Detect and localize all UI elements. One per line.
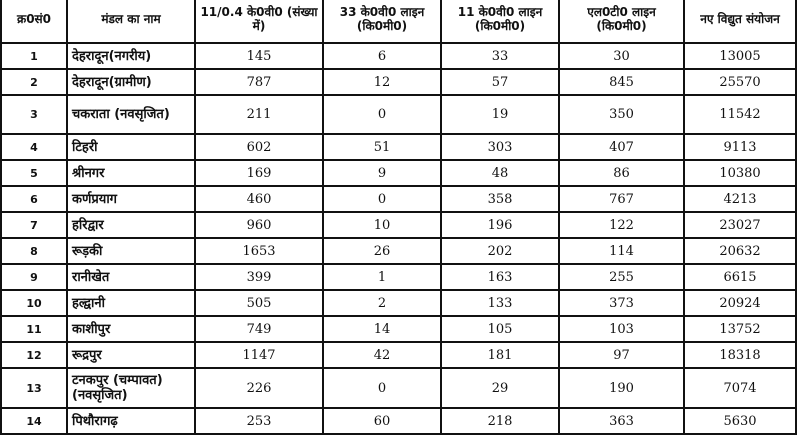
new-connections-cell: 11542 <box>684 95 796 134</box>
line-33kv-cell: 60 <box>323 408 441 434</box>
line-11kv-cell: 57 <box>441 69 559 95</box>
lt-line-cell: 103 <box>559 316 684 342</box>
new-connections-cell: 20632 <box>684 238 796 264</box>
new-connections-cell: 13752 <box>684 316 796 342</box>
division-name-cell: देहरादून(ग्रामीण) <box>67 69 195 95</box>
division-name-cell: रूड़की <box>67 238 195 264</box>
line-33kv-cell: 6 <box>323 43 441 69</box>
serial-cell: 11 <box>1 316 67 342</box>
header-row <box>1 0 796 43</box>
serial-cell: 1 <box>1 43 67 69</box>
lt-line-cell: 114 <box>559 238 684 264</box>
transformers-cell: 1147 <box>195 342 323 368</box>
serial-cell: 4 <box>1 134 67 160</box>
header-serial: क्र0सं0 <box>1 0 67 43</box>
serial-cell: 13 <box>1 368 67 408</box>
new-connections-cell: 5630 <box>684 408 796 434</box>
transformers-cell: 960 <box>195 212 323 238</box>
lt-line-cell: 373 <box>559 290 684 316</box>
new-connections-cell: 25570 <box>684 69 796 95</box>
serial-cell: 14 <box>1 408 67 434</box>
table-row <box>1 238 796 264</box>
serial-cell: 7 <box>1 212 67 238</box>
table-row <box>1 186 796 212</box>
table-row <box>1 316 796 342</box>
new-connections-cell: 10380 <box>684 160 796 186</box>
line-33kv-cell: 12 <box>323 69 441 95</box>
line-33kv-cell: 42 <box>323 342 441 368</box>
table-row <box>1 212 796 238</box>
table-row <box>1 408 796 434</box>
serial-cell: 3 <box>1 95 67 134</box>
new-connections-cell: 18318 <box>684 342 796 368</box>
header-division-name: मंडल का नाम <box>67 0 195 43</box>
line-33kv-cell: 26 <box>323 238 441 264</box>
lt-line-cell: 363 <box>559 408 684 434</box>
table-row <box>1 43 796 69</box>
line-11kv-cell: 48 <box>441 160 559 186</box>
line-11kv-cell: 196 <box>441 212 559 238</box>
new-connections-cell: 20924 <box>684 290 796 316</box>
transformers-cell: 253 <box>195 408 323 434</box>
table-row <box>1 290 796 316</box>
transformers-cell: 787 <box>195 69 323 95</box>
division-name-cell: चकराता (नवसृजित) <box>67 95 195 134</box>
line-11kv-cell: 358 <box>441 186 559 212</box>
division-name-cell: रानीखेत <box>67 264 195 290</box>
lt-line-cell: 86 <box>559 160 684 186</box>
line-11kv-cell: 133 <box>441 290 559 316</box>
header-new-connections: नए विद्युत संयोजन <box>684 0 796 43</box>
line-11kv-cell: 19 <box>441 95 559 134</box>
serial-cell: 8 <box>1 238 67 264</box>
transformers-cell: 1653 <box>195 238 323 264</box>
new-connections-cell: 9113 <box>684 134 796 160</box>
table-row <box>1 134 796 160</box>
header-transformers: 11/0.4 के0वी0 (संख्या में) <box>195 0 323 43</box>
transformers-cell: 169 <box>195 160 323 186</box>
line-11kv-cell: 163 <box>441 264 559 290</box>
line-33kv-cell: 9 <box>323 160 441 186</box>
table-row <box>1 368 796 408</box>
line-11kv-cell: 181 <box>441 342 559 368</box>
table-row <box>1 264 796 290</box>
line-11kv-cell: 202 <box>441 238 559 264</box>
lt-line-cell: 255 <box>559 264 684 290</box>
serial-cell: 9 <box>1 264 67 290</box>
division-name-cell: रूद्रपुर <box>67 342 195 368</box>
transformers-cell: 145 <box>195 43 323 69</box>
division-name-cell: काशीपुर <box>67 316 195 342</box>
transformers-cell: 211 <box>195 95 323 134</box>
line-33kv-cell: 0 <box>323 368 441 408</box>
lt-line-cell: 97 <box>559 342 684 368</box>
division-name-cell: हल्द्वानी <box>67 290 195 316</box>
table-row <box>1 69 796 95</box>
serial-cell: 2 <box>1 69 67 95</box>
lt-line-cell: 845 <box>559 69 684 95</box>
serial-cell: 10 <box>1 290 67 316</box>
line-11kv-cell: 303 <box>441 134 559 160</box>
serial-cell: 12 <box>1 342 67 368</box>
new-connections-cell: 6615 <box>684 264 796 290</box>
transformers-cell: 460 <box>195 186 323 212</box>
header-33kv-line: 33 के0वी0 लाइन (कि0मी0) <box>323 0 441 43</box>
line-11kv-cell: 33 <box>441 43 559 69</box>
lt-line-cell: 30 <box>559 43 684 69</box>
lt-line-cell: 407 <box>559 134 684 160</box>
new-connections-cell: 23027 <box>684 212 796 238</box>
line-11kv-cell: 105 <box>441 316 559 342</box>
line-11kv-cell: 218 <box>441 408 559 434</box>
new-connections-cell: 7074 <box>684 368 796 408</box>
transformers-cell: 226 <box>195 368 323 408</box>
line-33kv-cell: 51 <box>323 134 441 160</box>
lt-line-cell: 190 <box>559 368 684 408</box>
lt-line-cell: 350 <box>559 95 684 134</box>
transformers-cell: 505 <box>195 290 323 316</box>
serial-cell: 6 <box>1 186 67 212</box>
line-33kv-cell: 0 <box>323 186 441 212</box>
division-name-cell: श्रीनगर <box>67 160 195 186</box>
new-connections-cell: 13005 <box>684 43 796 69</box>
division-name-cell: देहरादून(नगरीय) <box>67 43 195 69</box>
transformers-cell: 602 <box>195 134 323 160</box>
division-name-cell: टनकपुर (चम्पावत) (नवसृजित) <box>67 368 195 408</box>
table-row <box>1 95 796 134</box>
line-33kv-cell: 1 <box>323 264 441 290</box>
transformers-cell: 749 <box>195 316 323 342</box>
table-row <box>1 342 796 368</box>
transformers-cell: 399 <box>195 264 323 290</box>
serial-cell: 5 <box>1 160 67 186</box>
line-33kv-cell: 2 <box>323 290 441 316</box>
line-33kv-cell: 0 <box>323 95 441 134</box>
header-11kv-line: 11 के0वी0 लाइन (कि0मी0) <box>441 0 559 43</box>
lt-line-cell: 767 <box>559 186 684 212</box>
table-row <box>1 160 796 186</box>
division-name-cell: पिथौरागढ़ <box>67 408 195 434</box>
header-lt-line: एल0टी0 लाइन (कि0मी0) <box>559 0 684 43</box>
line-33kv-cell: 10 <box>323 212 441 238</box>
division-name-cell: हरिद्वार <box>67 212 195 238</box>
lt-line-cell: 122 <box>559 212 684 238</box>
new-connections-cell: 4213 <box>684 186 796 212</box>
division-name-cell: टिहरी <box>67 134 195 160</box>
line-33kv-cell: 14 <box>323 316 441 342</box>
division-name-cell: कर्णप्रयाग <box>67 186 195 212</box>
line-11kv-cell: 29 <box>441 368 559 408</box>
